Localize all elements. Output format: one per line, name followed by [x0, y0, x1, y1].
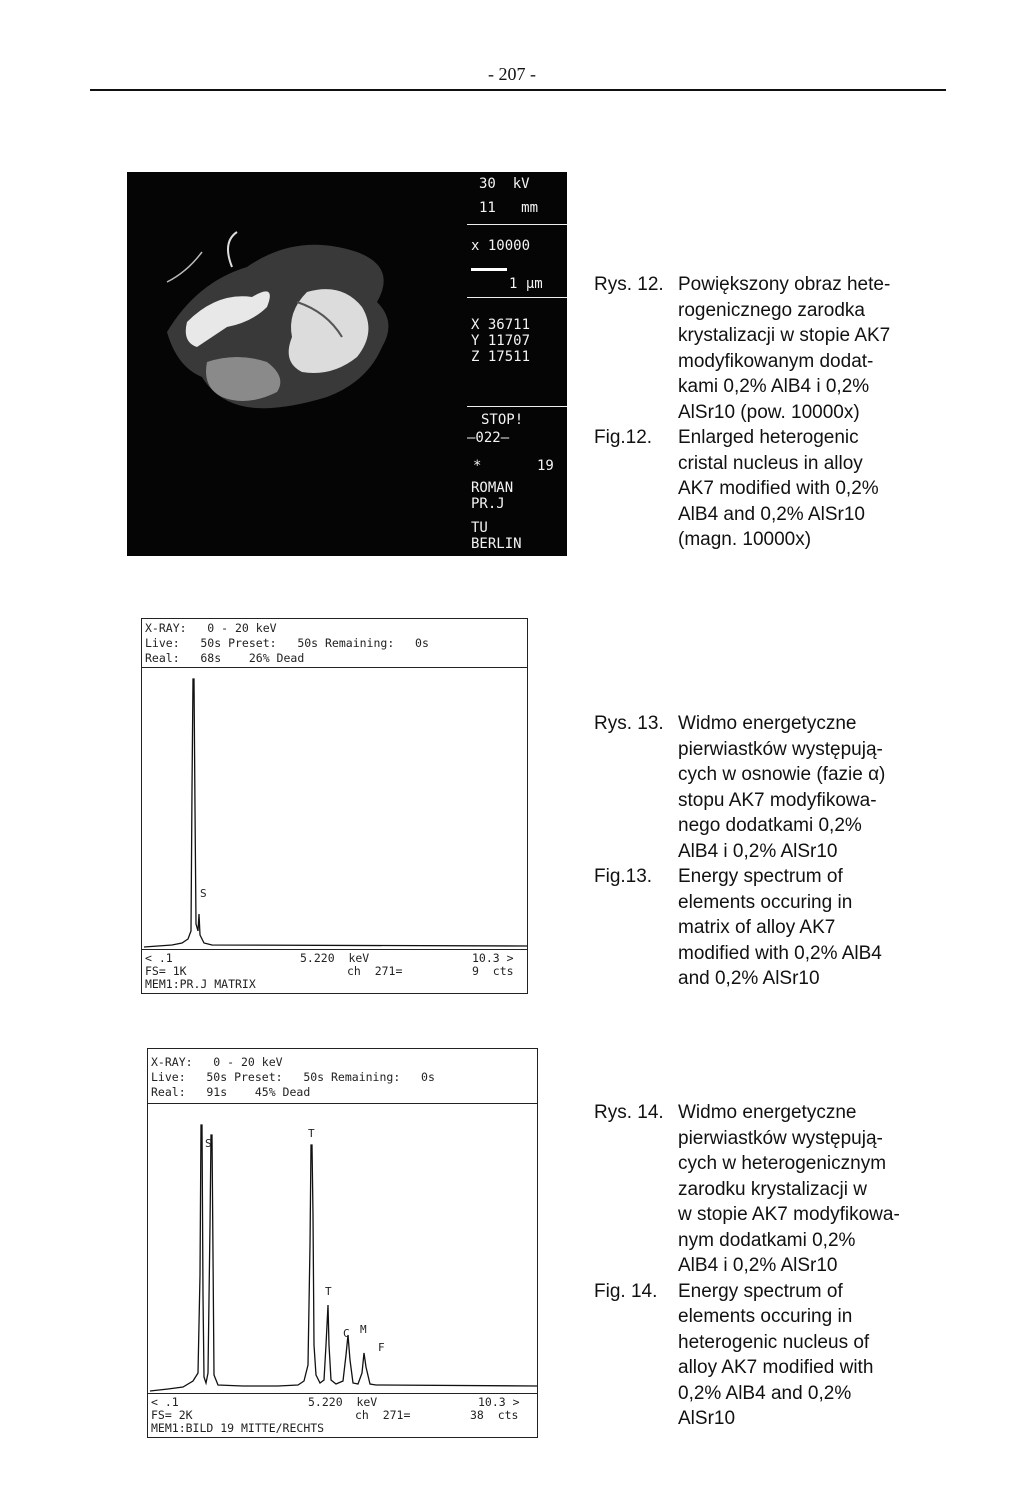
caption-line: Widmo energetyczne — [678, 713, 857, 734]
spectrum-footer-range: 10.3 > — [478, 1395, 520, 1409]
page-number: - 207 - — [488, 64, 536, 84]
sem-scale-label: 1 µm — [509, 276, 543, 292]
sem-lab: TU — [471, 520, 488, 536]
spectrum-trace — [150, 1125, 537, 1391]
spectrum-peak-label: T — [325, 1285, 332, 1298]
figure-12-caption — [594, 272, 994, 553]
spectrum-footer-counts: 38 cts — [470, 1408, 519, 1422]
caption-text — [678, 425, 994, 553]
spectrum-separator — [148, 1103, 537, 1104]
caption-line: 0,2% AlB4 and 0,2% — [678, 1382, 852, 1404]
sem-divider — [467, 297, 567, 298]
sem-lab-city: BERLIN — [471, 536, 522, 552]
sem-coord-x: X 36711 — [471, 317, 531, 333]
sem-operator: ROMAN — [471, 480, 514, 496]
sem-scale-bar — [471, 268, 507, 271]
caption-line: AlB4 and 0,2% AlSr10 — [678, 503, 865, 525]
caption-line: AlSr10 (pow. 10000x) — [678, 401, 860, 423]
spectrum-peak-label: S — [200, 887, 207, 900]
caption-line: krystalizacji w stopie AK7 — [678, 325, 891, 346]
sem-coord-y: Y 11707 — [471, 333, 531, 349]
spectrum-header-line: Live: 50s Preset: 50s Remaining: 0s — [145, 636, 429, 650]
spectrum-peak-label: T — [308, 1127, 315, 1140]
caption-label: Rys. 13. — [594, 713, 664, 734]
header-rule — [90, 89, 946, 91]
sem-coord-z: Z 17511 — [471, 349, 531, 365]
spectrum-header-line: Real: 91s 45% Dead — [151, 1085, 311, 1099]
sem-stop-label: STOP! — [481, 412, 524, 428]
spectrum-footer-energy: 5.220 keV — [300, 951, 370, 965]
caption-english — [594, 425, 994, 553]
caption-line: stopu AK7 modyfikowa- — [678, 789, 877, 811]
caption-line: w stopie AK7 modyfikowa- — [678, 1204, 900, 1225]
sem-marker-number: 19 — [537, 458, 554, 474]
spectrum-plot — [142, 669, 527, 949]
caption-line: AK7 modified with 0,2% — [678, 478, 879, 499]
spectrum-footer-counts: 9 cts — [472, 964, 514, 978]
caption-line: and 0,2% AlSr10 — [678, 968, 820, 989]
caption-line: modyfikowanym dodat- — [678, 350, 874, 372]
caption-line: cristal nucleus in alloy — [678, 452, 863, 474]
spectrum-header-line: X-RAY: 0 - 20 keV — [151, 1055, 283, 1069]
micrograph-particle — [127, 172, 467, 556]
caption-english — [594, 1279, 994, 1432]
spectrum-footer-line: < .1 — [145, 951, 173, 965]
caption-line: kami 0,2% AlB4 i 0,2% — [678, 376, 870, 397]
spectrum-header-line: Real: 68s 26% Dead — [145, 651, 305, 665]
spectrum-figure-13 — [141, 618, 528, 994]
caption-line: matrix of alloy AK7 — [678, 917, 836, 938]
spectrum-peak-label: C — [343, 1327, 350, 1340]
spectrum-trace — [144, 679, 527, 947]
sem-divider — [467, 406, 567, 407]
caption-line: AlSr10 — [678, 1408, 736, 1429]
sem-marker: * — [473, 458, 482, 474]
spectrum-header-line: Live: 50s Preset: 50s Remaining: 0s — [151, 1070, 435, 1084]
spectrum-peak-label: F — [378, 1341, 385, 1354]
spectrum-footer-energy: 5.220 keV — [308, 1395, 378, 1409]
spectrum-footer-channel: ch 271= — [355, 1408, 411, 1422]
caption-line: Energy spectrum of — [678, 866, 843, 887]
spectrum-footer-line: MEM1:PR.J MATRIX — [145, 977, 256, 991]
spectrum-footer-line: FS= 2K — [151, 1408, 193, 1422]
spectrum-separator — [142, 667, 527, 668]
caption-line: zarodku krystalizacji w — [678, 1178, 867, 1200]
caption-line: nego dodatkami 0,2% — [678, 815, 862, 836]
caption-label: Fig.12. — [594, 427, 653, 448]
caption-label: Fig. 14. — [594, 1280, 658, 1302]
caption-text — [678, 272, 994, 425]
figure-13-caption — [594, 711, 994, 992]
caption-line: rogenicznego zarodka — [678, 299, 865, 321]
spectrum-separator — [148, 1393, 537, 1394]
caption-line: Enlarged heterogenic — [678, 427, 859, 448]
spectrum-separator — [142, 949, 527, 950]
spectrum-peak-label: S — [205, 1137, 212, 1150]
sem-magnification: x 10000 — [471, 238, 531, 254]
spectrum-plot — [148, 1105, 537, 1393]
caption-polish — [594, 272, 994, 425]
caption-text — [678, 1279, 994, 1432]
sem-operator-code: PR.J — [471, 496, 505, 512]
sem-divider — [467, 224, 567, 225]
caption-english — [594, 864, 994, 992]
caption-line: elements occuring in — [678, 1306, 853, 1327]
sem-counter: —022— — [467, 430, 510, 446]
spectrum-footer-line: MEM1:BILD 19 MITTE/RECHTS — [151, 1421, 325, 1435]
spectrum-figure-14 — [147, 1048, 538, 1438]
spectrum-footer-line: < .1 — [151, 1395, 179, 1409]
caption-label: Rys. 12. — [594, 274, 664, 295]
caption-line: pierwiastków występują- — [678, 1127, 883, 1149]
sem-voltage: 30 kV — [479, 176, 530, 192]
spectrum-footer-range: 10.3 > — [472, 951, 514, 965]
caption-line: AlB4 i 0,2% AlSr10 — [678, 840, 838, 862]
caption-line: cych w osnowie (fazie α) — [678, 764, 886, 785]
caption-line: heterogenic nucleus of — [678, 1331, 870, 1353]
caption-label: Fig.13. — [594, 866, 653, 887]
caption-line: Widmo energetyczne — [678, 1102, 857, 1123]
figure-14-caption — [594, 1100, 994, 1432]
sem-working-distance: 11 mm — [479, 200, 539, 216]
caption-polish — [594, 711, 994, 864]
caption-text — [678, 711, 994, 864]
caption-line: elements occuring in — [678, 891, 853, 913]
caption-line: pierwiastków występują- — [678, 738, 883, 760]
spectrum-footer-channel: ch 271= — [347, 964, 403, 978]
caption-line: (magn. 10000x) — [678, 529, 812, 550]
caption-line: nym dodatkami 0,2% — [678, 1229, 856, 1251]
caption-text — [678, 864, 994, 992]
spectrum-footer-line: FS= 1K — [145, 964, 187, 978]
spectrum-peak-label: M — [360, 1323, 367, 1336]
caption-line: Energy spectrum of — [678, 1280, 843, 1302]
caption-line: cych w heterogenicznym — [678, 1153, 887, 1174]
caption-line: alloy AK7 modified with — [678, 1357, 874, 1378]
spectrum-header-line: X-RAY: 0 - 20 keV — [145, 621, 277, 635]
caption-text — [678, 1100, 994, 1279]
caption-line: Powiększony obraz hete- — [678, 274, 891, 295]
caption-line: modified with 0,2% AlB4 — [678, 942, 882, 964]
caption-polish — [594, 1100, 994, 1279]
sem-parameter-panel — [467, 172, 567, 556]
caption-line: AlB4 i 0,2% AlSr10 — [678, 1255, 838, 1276]
caption-label: Rys. 14. — [594, 1102, 664, 1123]
sem-micrograph — [127, 172, 567, 556]
